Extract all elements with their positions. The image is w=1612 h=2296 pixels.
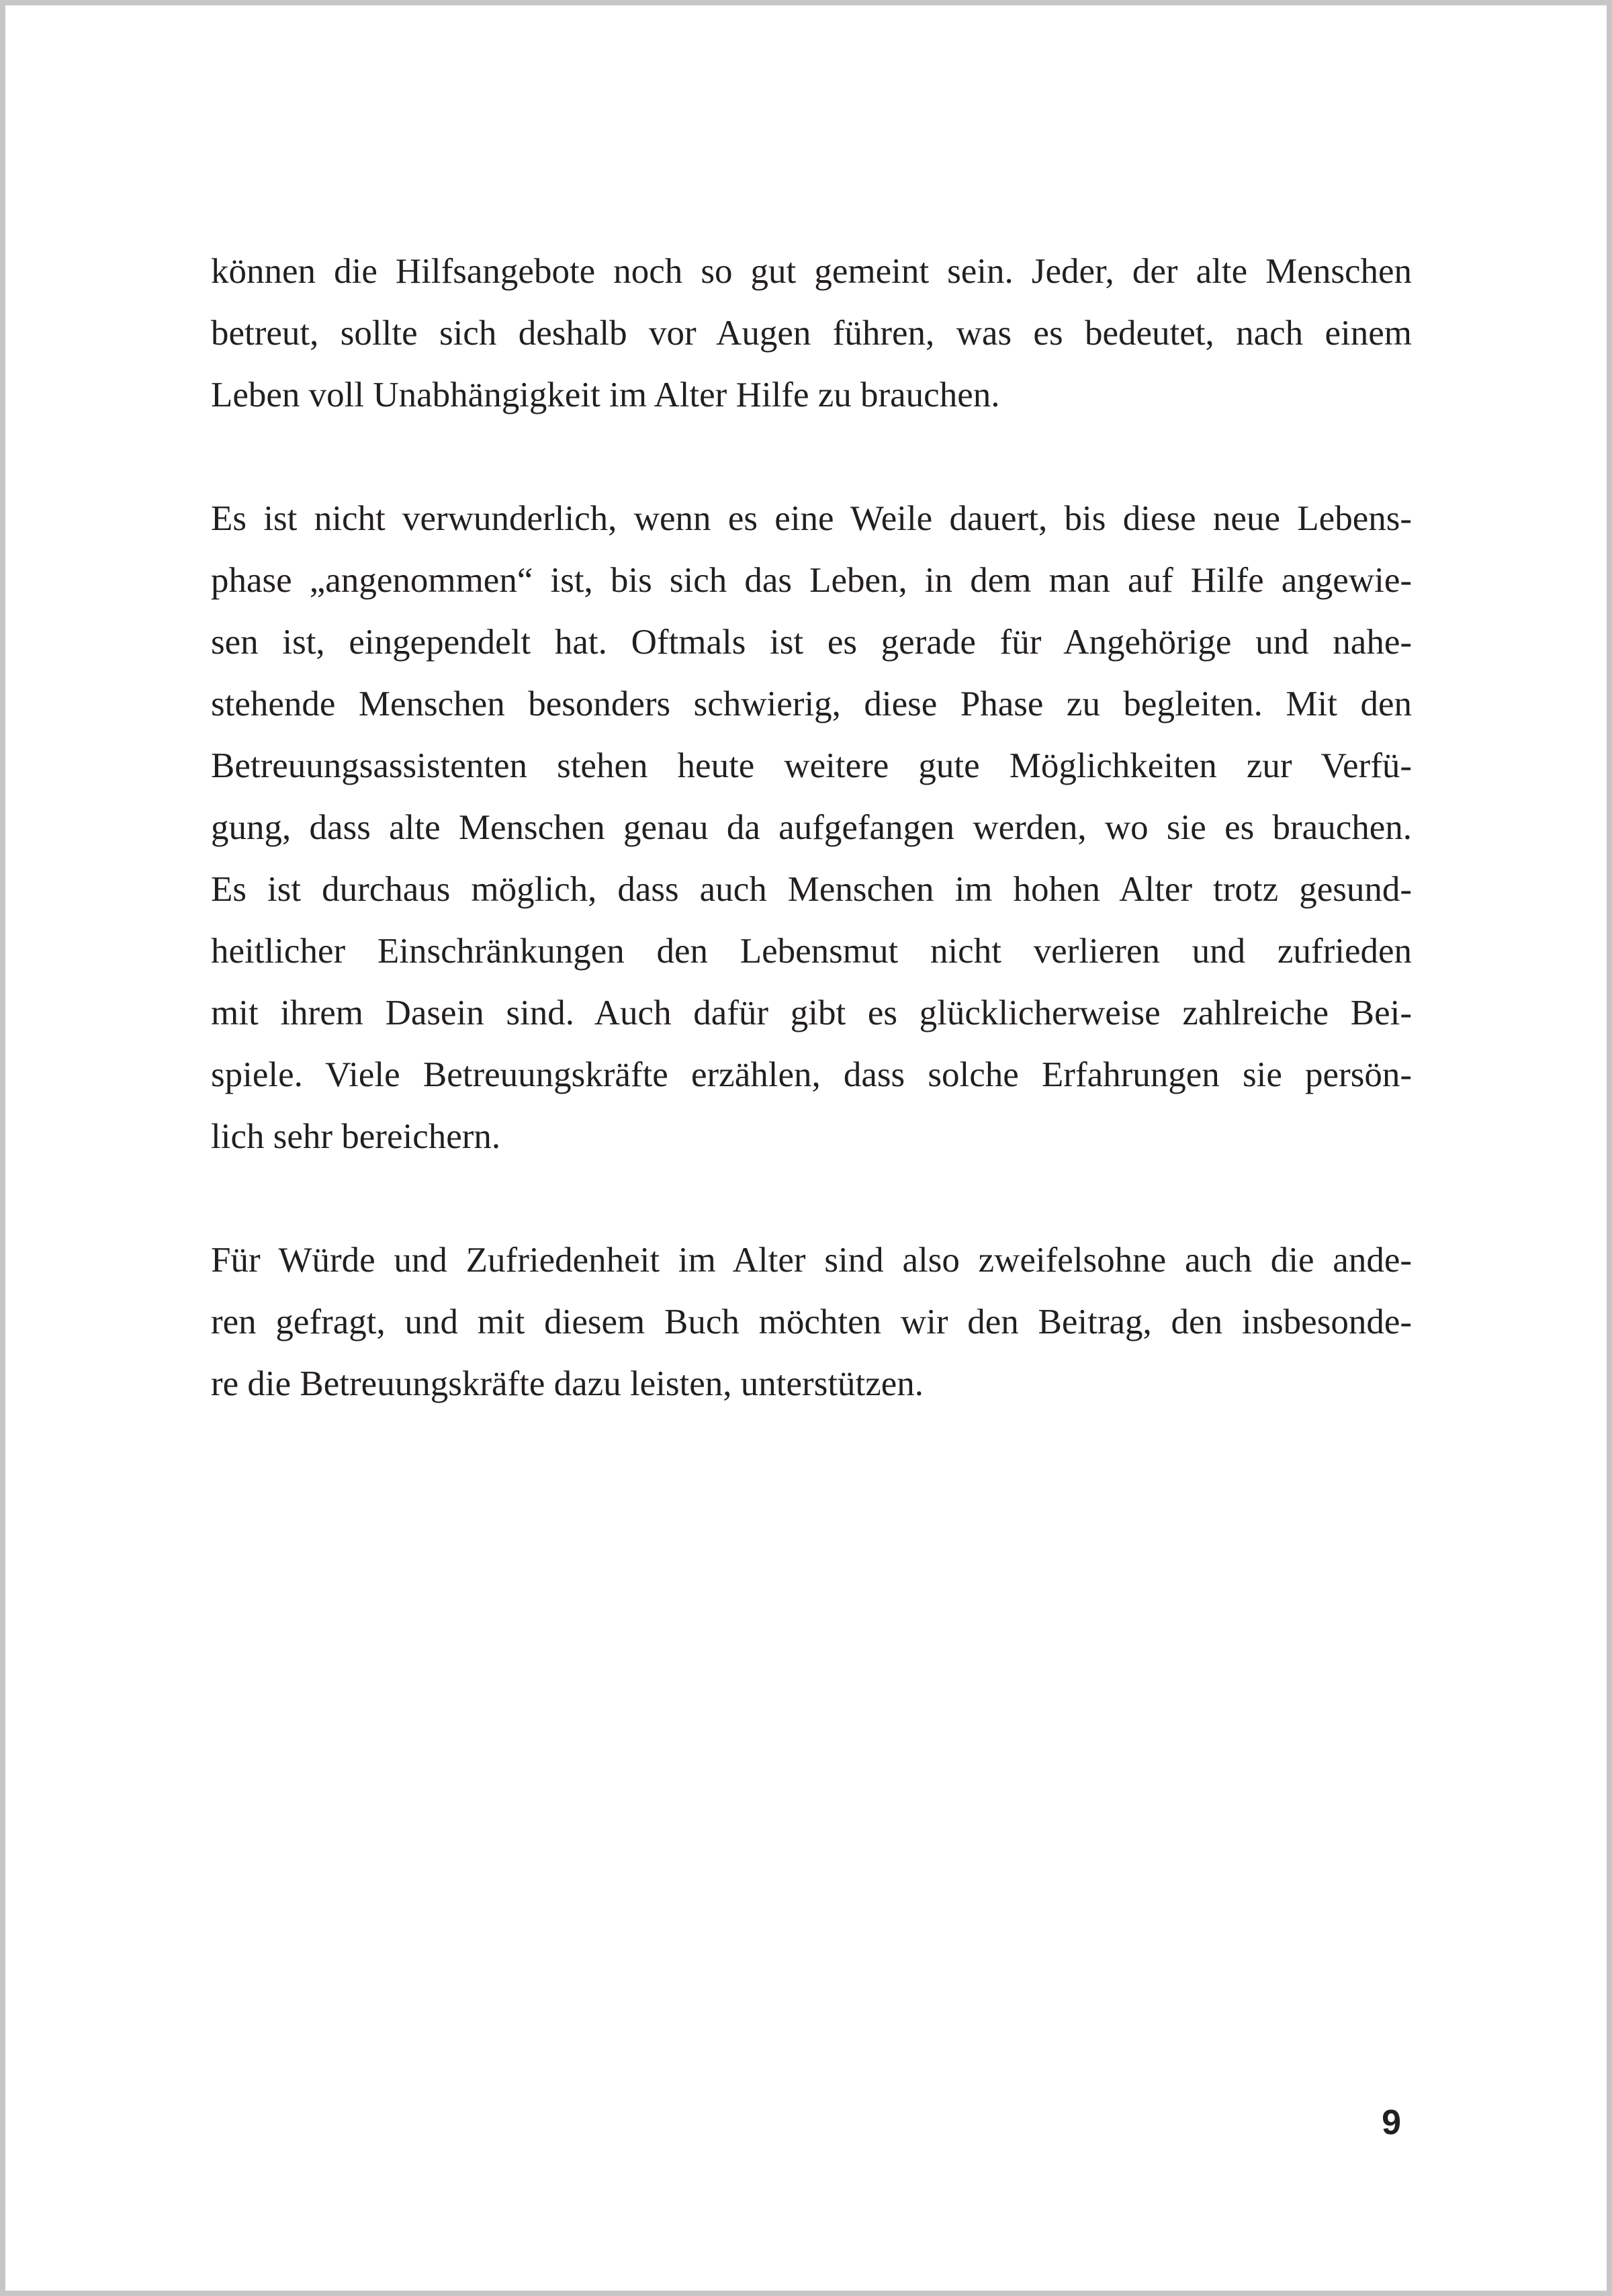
text-line: spiele. Viele Betreuungskräfte erzählen, dass solche Erfahrungen sie persön- xyxy=(211,1055,1412,1094)
text-line: stehende Menschen besonders schwierig, diese Phase zu begleiten. Mit den xyxy=(211,685,1412,723)
text-line: Für Würde und Zufriedenheit im Alter sind also zweifelsohne auch die ande- xyxy=(211,1241,1412,1280)
paragraph-spacer xyxy=(211,1167,1412,1229)
text-line: ren gefragt, und mit diesem Buch möchten wir den Beitrag, den insbesonde- xyxy=(211,1302,1412,1341)
text-line: heitlicher Einschränkungen den Lebensmut nicht verlieren und zufrieden xyxy=(211,932,1412,971)
paragraph-3 xyxy=(211,1229,1412,1415)
body-text xyxy=(211,240,1412,1415)
text-line: Betreuungsassistenten stehen heute weitere gute Möglichkeiten zur Verfü- xyxy=(211,746,1412,785)
text-line: Leben voll Unabhängigkeit im Alter Hilfe zu brauchen. xyxy=(211,376,1000,414)
text-line: Es ist nicht verwunderlich, wenn es eine Weile dauert, bis diese neue Lebens- xyxy=(211,499,1412,538)
text-line: mit ihrem Dasein sind. Auch dafür gibt es glücklicherweise zahlreiche Bei- xyxy=(211,994,1412,1032)
page-number: 9 xyxy=(1382,2103,1401,2142)
text-line: betreut, sollte sich deshalb vor Augen führen, was es bedeutet, nach einem xyxy=(211,314,1412,353)
paragraph-2 xyxy=(211,488,1412,1167)
text-line: lich sehr bereichern. xyxy=(211,1117,501,1156)
text-line: re die Betreuungskräfte dazu leisten, unterstützen. xyxy=(211,1364,924,1403)
paragraph-1 xyxy=(211,240,1412,426)
text-line: Es ist durchaus möglich, dass auch Menschen im hohen Alter trotz gesund- xyxy=(211,870,1412,909)
text-line: sen ist, eingependelt hat. Oftmals ist es gerade für Angehörige und nahe- xyxy=(211,623,1412,662)
text-line: gung, dass alte Menschen genau da aufgefangen werden, wo sie es brauchen. xyxy=(211,808,1412,847)
paragraph-spacer xyxy=(211,426,1412,488)
text-line: phase „angenommen“ ist, bis sich das Leben, in dem man auf Hilfe angewie- xyxy=(211,561,1412,600)
text-line: können die Hilfsangebote noch so gut gemeint sein. Jeder, der alte Menschen xyxy=(211,252,1412,291)
